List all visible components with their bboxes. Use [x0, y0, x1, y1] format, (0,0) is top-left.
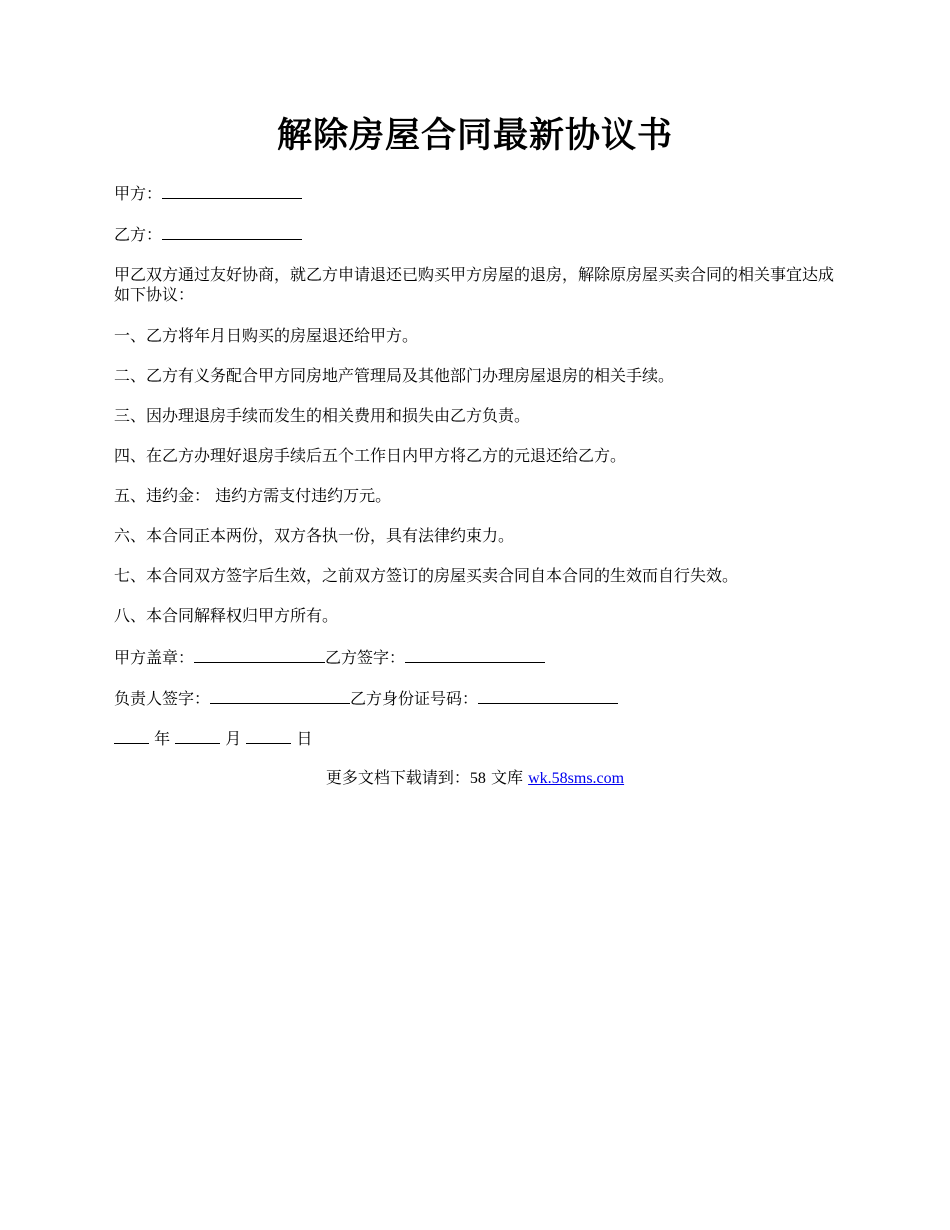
seal-signature-line: [114, 647, 844, 668]
party-a-line: [114, 183, 844, 204]
clause-2: 二、乙方有义务配合甲方同房地产管理局及其他部门办理房屋退房的相关手续。: [114, 366, 675, 385]
party-b-sign-label: 乙方签字：: [325, 648, 406, 667]
clause-3: 三、因办理退房手续而发生的相关费用和损失由乙方负责。: [114, 406, 531, 425]
clause-7: 七、本合同双方签字后生效，之前双方签订的房屋买卖合同自本合同的生效而自行失效。: [114, 566, 739, 585]
party-a-seal-label: 甲方盖章：: [114, 648, 195, 667]
party-a-seal-blank: [194, 647, 325, 663]
party-b-sign-blank: [405, 647, 545, 663]
year-label: 年: [154, 729, 171, 748]
footer-suffix: 文库: [485, 768, 529, 787]
footer-prefix: 更多文档下载请到：: [325, 768, 470, 787]
year-blank: [114, 728, 149, 744]
clause-1: 一、乙方将年月日购买的房屋退还给甲方。: [114, 326, 419, 345]
responsible-sign-label: 负责人签字：: [114, 689, 211, 708]
party-a-blank: [162, 183, 302, 199]
footer-link[interactable]: wk.58sms.com: [528, 770, 625, 787]
party-b-label: 乙方：: [114, 225, 163, 244]
responsible-sign-blank: [210, 688, 350, 704]
document-title: 解除房屋合同最新协议书: [276, 115, 673, 156]
responsible-id-line: [114, 688, 844, 709]
footer-number: 58: [469, 770, 486, 787]
clause-6: 六、本合同正本两份，双方各执一份，具有法律约束力。: [114, 526, 515, 545]
party-a-label: 甲方：: [114, 184, 163, 203]
day-blank: [246, 728, 291, 744]
month-blank: [175, 728, 220, 744]
date-line: [114, 728, 844, 749]
day-label: 日: [296, 729, 313, 748]
clause-8: 八、本合同解释权归甲方所有。: [114, 606, 339, 625]
party-b-id-blank: [478, 688, 618, 704]
clause-5: 五、违约金： 违约方需支付违约万元。: [114, 486, 392, 505]
party-b-id-label: 乙方身份证号码：: [350, 689, 479, 708]
month-label: 月: [225, 729, 242, 748]
footer-note: [0, 768, 950, 789]
clause-4: 四、在乙方办理好退房手续后五个工作日内甲方将乙方的元退还给乙方。: [114, 446, 627, 465]
party-b-line: [114, 224, 844, 245]
party-b-blank: [162, 224, 302, 240]
intro-paragraph: 甲乙双方通过友好协商，就乙方申请退还已购买甲方房屋的退房，解除原房屋买卖合同的相关事宜达成如下协议：: [114, 265, 835, 304]
